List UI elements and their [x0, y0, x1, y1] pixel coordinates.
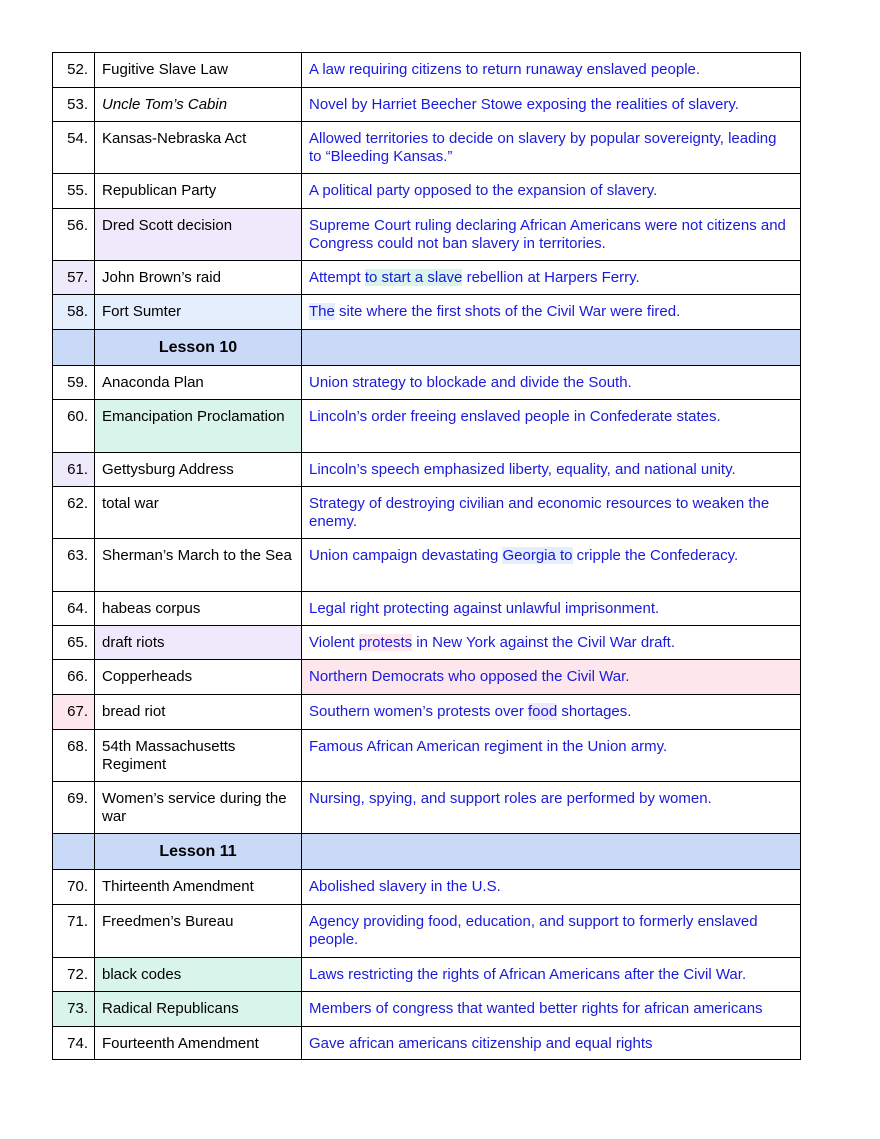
- definition-cell: [302, 122, 801, 174]
- definition-text: Legal right protecting against unlawful imprisonment.: [309, 600, 660, 617]
- definition-text: Agency providing food, education, and support to formerly enslaved people.: [309, 913, 758, 948]
- definition-text: Northern Democrats who opposed the Civil War.: [309, 668, 630, 685]
- vocabulary-table: [52, 52, 801, 1060]
- table-row: [53, 539, 801, 592]
- definition-text: shortages.: [557, 703, 632, 720]
- item-number: 61.: [53, 453, 95, 487]
- table-row: [53, 870, 801, 905]
- definition-cell: [302, 539, 801, 592]
- definition-cell: [302, 958, 801, 992]
- term-cell: bread riot: [95, 695, 302, 730]
- definition-text: Nursing, spying, and support roles are performed by women.: [309, 790, 712, 807]
- table-row: [53, 626, 801, 660]
- definition-text: Gave african americans citizenship and equal rights: [309, 1035, 653, 1052]
- table-row: [53, 992, 801, 1027]
- definition-cell: [302, 453, 801, 487]
- definition-text: cripple the Confederacy.: [572, 547, 739, 564]
- table-row: [53, 958, 801, 992]
- term-cell: habeas corpus: [95, 592, 302, 626]
- definition-text: Violent: [309, 634, 359, 651]
- term-cell: Republican Party: [95, 174, 302, 209]
- term-cell: Thirteenth Amendment: [95, 870, 302, 905]
- term-cell: Fugitive Slave Law: [95, 53, 302, 88]
- table-row: [53, 453, 801, 487]
- definition-text: Union strategy to blockade and divide the South.: [309, 374, 632, 391]
- definition-cell: [302, 992, 801, 1027]
- item-number: 63.: [53, 539, 95, 592]
- definition-text: Allowed territories to decide on slavery by popular sovereignty, leading to “Bleeding Kansas.”: [309, 130, 777, 165]
- term-cell: Kansas-Nebraska Act: [95, 122, 302, 174]
- definition-text: Lincoln’s speech emphasized liberty, equality, and national unity.: [309, 461, 736, 478]
- item-number: 68.: [53, 730, 95, 782]
- item-number: 74.: [53, 1027, 95, 1060]
- table-row: [53, 174, 801, 209]
- definition-text: Attempt: [309, 269, 365, 286]
- definition-cell: [302, 261, 801, 295]
- definition-text: Laws restricting the rights of African Americans after the Civil War.: [309, 966, 747, 983]
- item-number: 65.: [53, 626, 95, 660]
- highlighted-text: food: [528, 703, 558, 720]
- table-row: [53, 592, 801, 626]
- definition-cell: [302, 782, 801, 834]
- term-cell: Freedmen’s Bureau: [95, 905, 302, 958]
- item-number: 71.: [53, 905, 95, 958]
- table-row: [53, 487, 801, 539]
- term-cell: John Brown’s raid: [95, 261, 302, 295]
- item-number: 73.: [53, 992, 95, 1027]
- term-cell: Fourteenth Amendment: [95, 1027, 302, 1060]
- term-cell: Radical Republicans: [95, 992, 302, 1027]
- definition-cell: [302, 400, 801, 453]
- table-row: [53, 730, 801, 782]
- definition-cell: [302, 1027, 801, 1060]
- table-row: [53, 53, 801, 88]
- highlighted-text: protests: [358, 634, 413, 651]
- table-row: [53, 905, 801, 958]
- definition-cell: [302, 905, 801, 958]
- definition-text: site where the first shots of the Civil War were fired.: [334, 303, 681, 320]
- definition-cell: [302, 209, 801, 261]
- term-cell: Copperheads: [95, 660, 302, 695]
- definition-text: rebellion at Harpers Ferry.: [462, 269, 640, 286]
- definition-cell: [302, 695, 801, 730]
- definition-text: A political party opposed to the expansion of slavery.: [309, 182, 658, 199]
- lesson-header-row: [53, 834, 801, 870]
- item-number: 60.: [53, 400, 95, 453]
- term-cell: Dred Scott decision: [95, 209, 302, 261]
- table-row: [53, 209, 801, 261]
- definition-text: Members of congress that wanted better rights for african americans: [309, 1000, 763, 1017]
- term-cell: Emancipation Proclamation: [95, 400, 302, 453]
- lesson-header-row: [53, 330, 801, 366]
- table-row: [53, 88, 801, 122]
- definition-text: Union campaign devastating: [309, 547, 503, 564]
- table-row: [53, 261, 801, 295]
- table-row: [53, 295, 801, 330]
- definition-cell: [302, 487, 801, 539]
- item-number: 56.: [53, 209, 95, 261]
- item-number: 57.: [53, 261, 95, 295]
- definition-cell: [302, 174, 801, 209]
- definition-cell: [302, 660, 801, 695]
- item-number: 54.: [53, 122, 95, 174]
- highlighted-text: The: [309, 303, 335, 320]
- definition-text: Lincoln’s order freeing enslaved people in Confederate states.: [309, 408, 721, 425]
- item-number: 64.: [53, 592, 95, 626]
- definition-cell: [302, 366, 801, 400]
- definition-text: Novel by Harriet Beecher Stowe exposing the realities of slavery.: [309, 96, 739, 113]
- definition-cell: [302, 330, 801, 366]
- definition-cell: [302, 88, 801, 122]
- definition-text: Strategy of destroying civilian and economic resources to weaken the enemy.: [309, 495, 770, 530]
- item-number: 62.: [53, 487, 95, 539]
- number-cell: [53, 330, 95, 366]
- definition-text: Supreme Court ruling declaring African Americans were not citizens and Congress could not ban slavery in territories.: [309, 217, 786, 252]
- item-number: 58.: [53, 295, 95, 330]
- definition-cell: [302, 295, 801, 330]
- table-row: [53, 366, 801, 400]
- definition-cell: [302, 730, 801, 782]
- definition-cell: [302, 834, 801, 870]
- item-number: 55.: [53, 174, 95, 209]
- table-row: [53, 695, 801, 730]
- term-cell: Anaconda Plan: [95, 366, 302, 400]
- term-cell: 54th Massachusetts Regiment: [95, 730, 302, 782]
- term-cell: Women’s service during the war: [95, 782, 302, 834]
- definition-text: Southern women’s protests over: [309, 703, 529, 720]
- term-cell: Uncle Tom’s Cabin: [95, 88, 302, 122]
- definition-cell: [302, 592, 801, 626]
- definition-cell: [302, 626, 801, 660]
- term-cell: Fort Sumter: [95, 295, 302, 330]
- table-row: [53, 400, 801, 453]
- item-number: 67.: [53, 695, 95, 730]
- table-row: [53, 1027, 801, 1060]
- table-row: [53, 122, 801, 174]
- item-number: 72.: [53, 958, 95, 992]
- definition-text: in New York against the Civil War draft.: [412, 634, 676, 651]
- highlighted-text: to start a slave: [364, 269, 463, 286]
- item-number: 53.: [53, 88, 95, 122]
- definition-cell: [302, 870, 801, 905]
- definition-cell: [302, 53, 801, 88]
- table-row: [53, 660, 801, 695]
- item-number: 69.: [53, 782, 95, 834]
- item-number: 70.: [53, 870, 95, 905]
- highlighted-text: Georgia to: [502, 547, 573, 564]
- lesson-title: Lesson 10: [95, 330, 302, 366]
- definition-text: Famous African American regiment in the Union army.: [309, 738, 668, 755]
- term-cell: Gettysburg Address: [95, 453, 302, 487]
- definition-text: Abolished slavery in the U.S.: [309, 878, 501, 895]
- item-number: 52.: [53, 53, 95, 88]
- term-cell: total war: [95, 487, 302, 539]
- term-cell: draft riots: [95, 626, 302, 660]
- lesson-title: Lesson 11: [95, 834, 302, 870]
- item-number: 59.: [53, 366, 95, 400]
- number-cell: [53, 834, 95, 870]
- table-row: [53, 782, 801, 834]
- term-cell: black codes: [95, 958, 302, 992]
- term-cell: Sherman’s March to the Sea: [95, 539, 302, 592]
- definition-text: A law requiring citizens to return runaway enslaved people.: [309, 61, 701, 78]
- item-number: 66.: [53, 660, 95, 695]
